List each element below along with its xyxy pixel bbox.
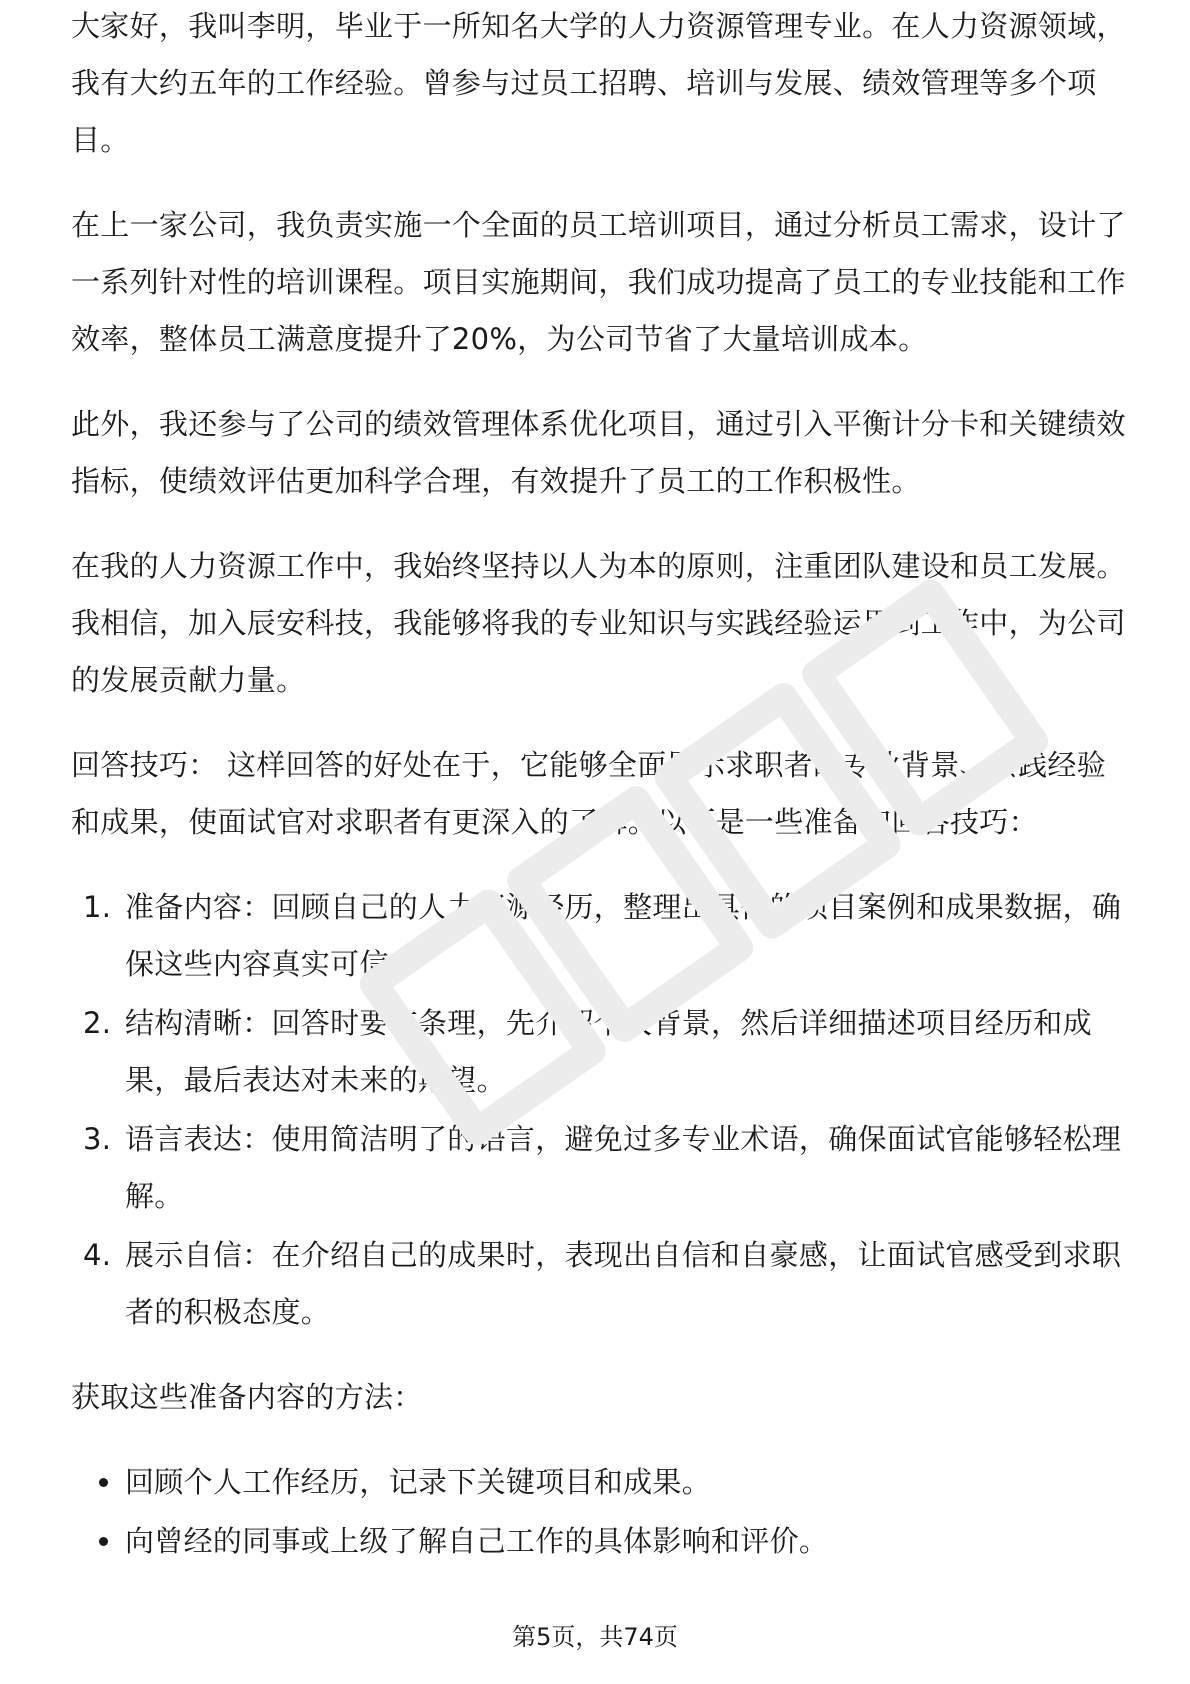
- page-number-footer: 第5页，共74页: [512, 1623, 678, 1651]
- list-item: [71, 1227, 1131, 1341]
- list-item-text: 回顾个人工作经历，记录下关键项目和成果。: [125, 1465, 712, 1499]
- list-item: [71, 1454, 1131, 1511]
- list-item-text: 展示自信：在介绍自己的成果时，表现出自信和自豪感，让面试官感受到求职者的积极态度。: [125, 1238, 1122, 1329]
- list-number: 4.: [83, 1238, 112, 1272]
- list-item: [71, 995, 1131, 1109]
- list-number: 2.: [83, 1006, 112, 1040]
- list-item-text: 向曾经的同事或上级了解自己工作的具体影响和评价。: [125, 1524, 829, 1558]
- tips-list: [71, 879, 1131, 1341]
- list-item: [71, 1513, 1131, 1570]
- list-item-text: 语言表达：使用简洁明了的语言，避免过多专业术语，确保面试官能够轻松理解。: [125, 1122, 1122, 1213]
- list-item: [71, 1111, 1131, 1225]
- methods-intro-paragraph: 获取这些准备内容的方法：: [71, 1380, 423, 1414]
- tips-intro-paragraph: 回答技巧： 这样回答的好处在于，它能够全面展示求职者的专业背景、实践经验和成果，使面试官对求职者有更深入的了解。以下是一些准备和回答技巧：: [71, 748, 1107, 839]
- methods-list: [71, 1454, 1131, 1570]
- bullet-icon: [99, 1478, 108, 1487]
- list-number: 3.: [83, 1122, 112, 1156]
- list-item: [71, 879, 1131, 993]
- training-project-paragraph: 在上一家公司，我负责实施一个全面的员工培训项目，通过分析员工需求，设计了一系列针对性的培训课程。项目实施期间，我们成功提高了员工的专业技能和工作效率，整体员工满意度提升了20%，为公司节省了大量培训成本。: [71, 208, 1126, 356]
- list-item-text: 准备内容：回顾自己的人力资源经历，整理出具体的项目案例和成果数据，确保这些内容真实可信。: [125, 890, 1122, 981]
- intro-paragraph: 大家好，我叫李明，毕业于一所知名大学的人力资源管理专业。在人力资源领域，我有大约五年的工作经验。曾参与过员工招聘、培训与发展、绩效管理等多个项目。: [71, 9, 1126, 157]
- philosophy-paragraph: 在我的人力资源工作中，我始终坚持以人为本的原则，注重团队建设和员工发展。我相信，加入辰安科技，我能够将我的专业知识与实践经验运用到工作中，为公司的发展贡献力量。: [71, 549, 1126, 697]
- page-content: [71, 8, 1131, 1572]
- list-item-text: 结构清晰：回答时要有条理，先介绍个人背景，然后详细描述项目经历和成果，最后表达对未来的期望。: [125, 1006, 1092, 1097]
- bullet-icon: [99, 1537, 108, 1546]
- list-number: 1.: [83, 890, 112, 924]
- performance-project-paragraph: 此外，我还参与了公司的绩效管理体系优化项目，通过引入平衡计分卡和关键绩效指标，使绩效评估更加科学合理，有效提升了员工的工作积极性。: [71, 407, 1126, 498]
